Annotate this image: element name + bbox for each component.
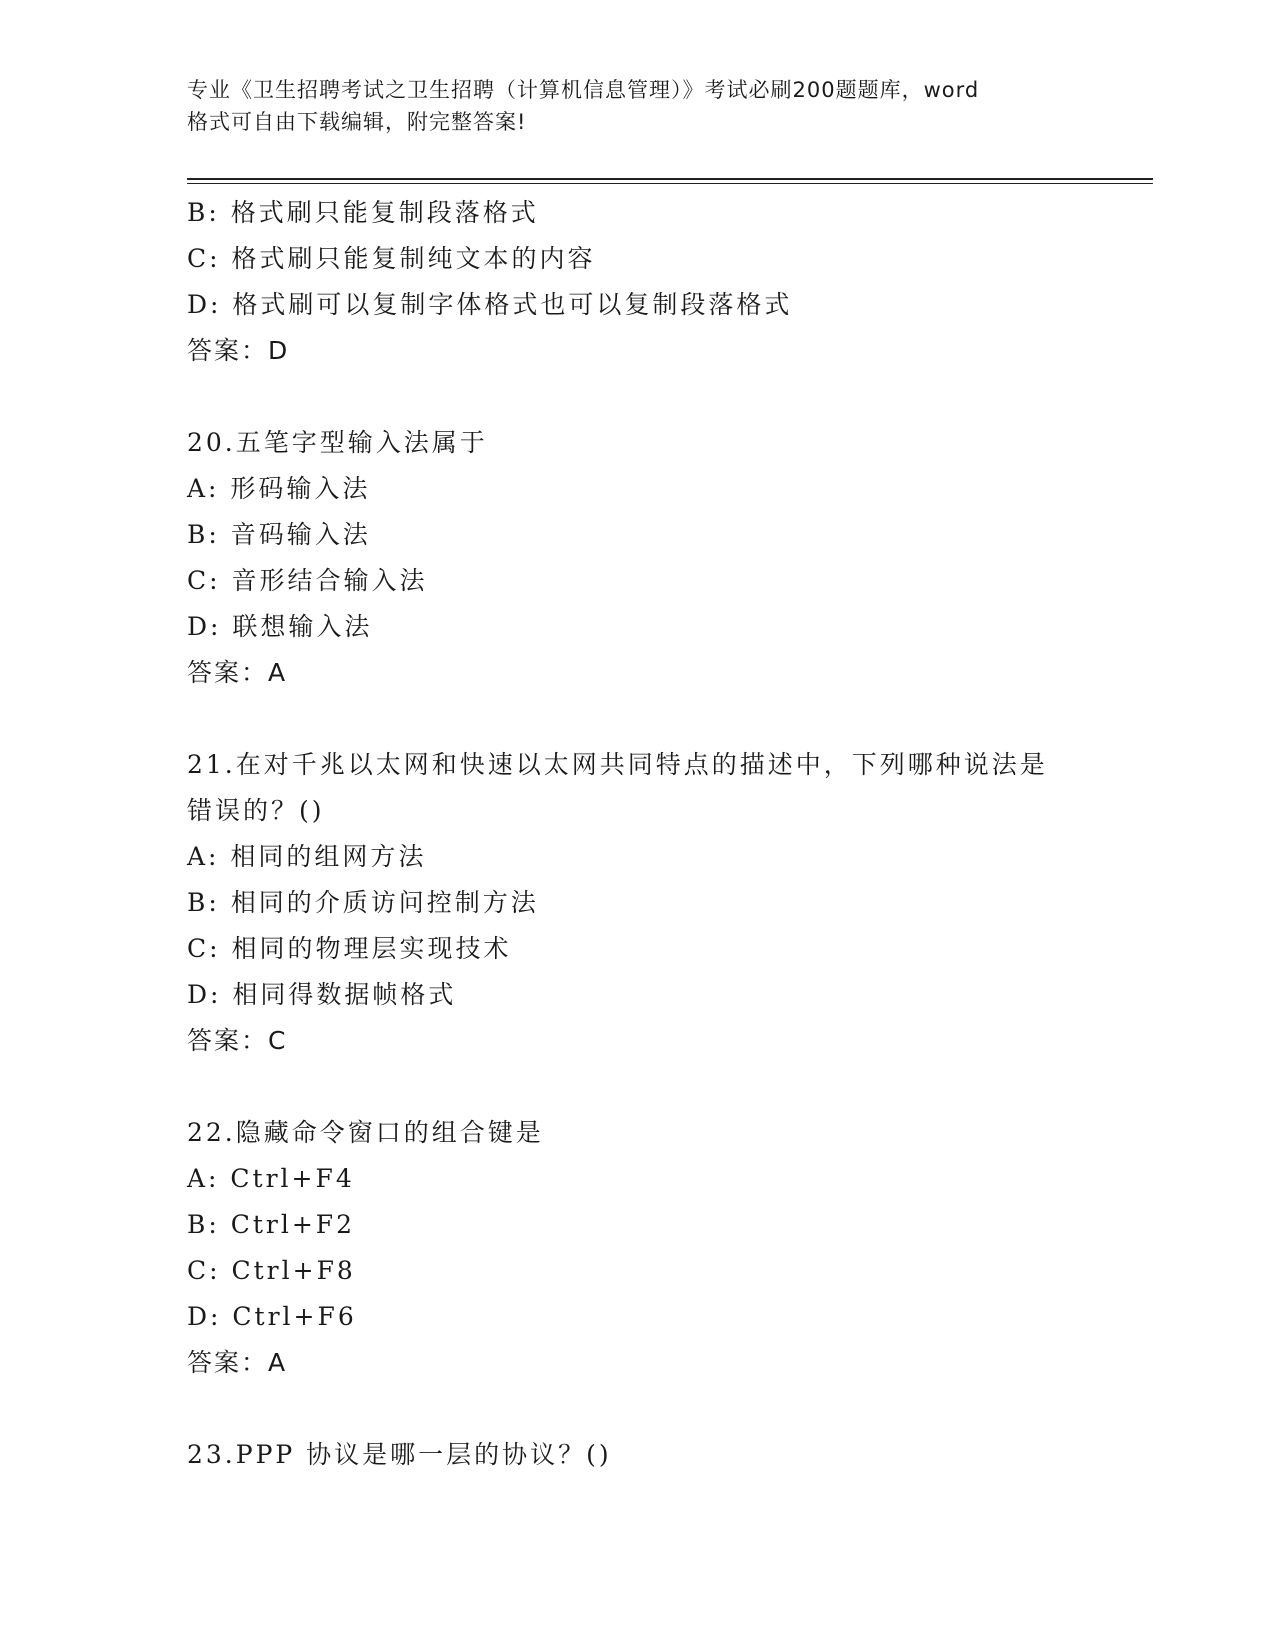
option-c: C: 格式刷只能复制纯文本的内容 [187, 244, 596, 273]
answer: 答案：D [187, 336, 290, 365]
option-b: B: Ctrl+F2 [187, 1210, 356, 1239]
option-b: B: 相同的介质访问控制方法 [187, 888, 539, 917]
header-line-2: 格式可自由下载编辑，附完整答案! [187, 110, 527, 134]
option-c: C: 相同的物理层实现技术 [187, 934, 512, 963]
option-c: C: Ctrl+F8 [187, 1256, 356, 1285]
spacer [187, 374, 1087, 420]
option-a: A: 相同的组网方法 [187, 842, 427, 871]
answer: 答案：C [187, 1026, 288, 1055]
option-b: B: 格式刷只能复制段落格式 [187, 198, 539, 227]
document-header [187, 74, 1087, 138]
option-d: D: 格式刷可以复制字体格式也可以复制段落格式 [187, 290, 793, 319]
question-22 [187, 1110, 1087, 1386]
option-c: C: 音形结合输入法 [187, 566, 428, 595]
option-a: A: Ctrl+F4 [187, 1164, 355, 1193]
question-text-line-2: 错误的？() [187, 796, 325, 825]
question-21 [187, 742, 1087, 1064]
spacer [187, 1386, 1087, 1432]
option-d: D: Ctrl+F6 [187, 1302, 357, 1331]
question-text-line-1: 21.在对千兆以太网和快速以太网共同特点的描述中，下列哪种说法是 [187, 750, 1048, 779]
option-d: D: 联想输入法 [187, 612, 373, 641]
spacer [187, 696, 1087, 742]
question-list [187, 190, 1087, 1478]
question-23 [187, 1432, 1087, 1478]
option-d: D: 相同得数据帧格式 [187, 980, 457, 1009]
answer: 答案：A [187, 1348, 288, 1377]
question-text: 20.五笔字型输入法属于 [187, 428, 488, 457]
header-divider-bottom [187, 183, 1153, 184]
header-line-1: 专业《卫生招聘考试之卫生招聘（计算机信息管理）》考试必刷200题题库，word [187, 78, 980, 102]
question-20 [187, 420, 1087, 696]
question-text: 22.隐藏命令窗口的组合键是 [187, 1118, 544, 1147]
spacer [187, 1064, 1087, 1110]
question-19 [187, 190, 1087, 374]
option-a: A: 形码输入法 [187, 474, 371, 503]
answer: 答案：A [187, 658, 288, 687]
option-b: B: 音码输入法 [187, 520, 371, 549]
question-text: 23.PPP 协议是哪一层的协议？() [187, 1440, 612, 1469]
header-divider-top [187, 178, 1153, 180]
